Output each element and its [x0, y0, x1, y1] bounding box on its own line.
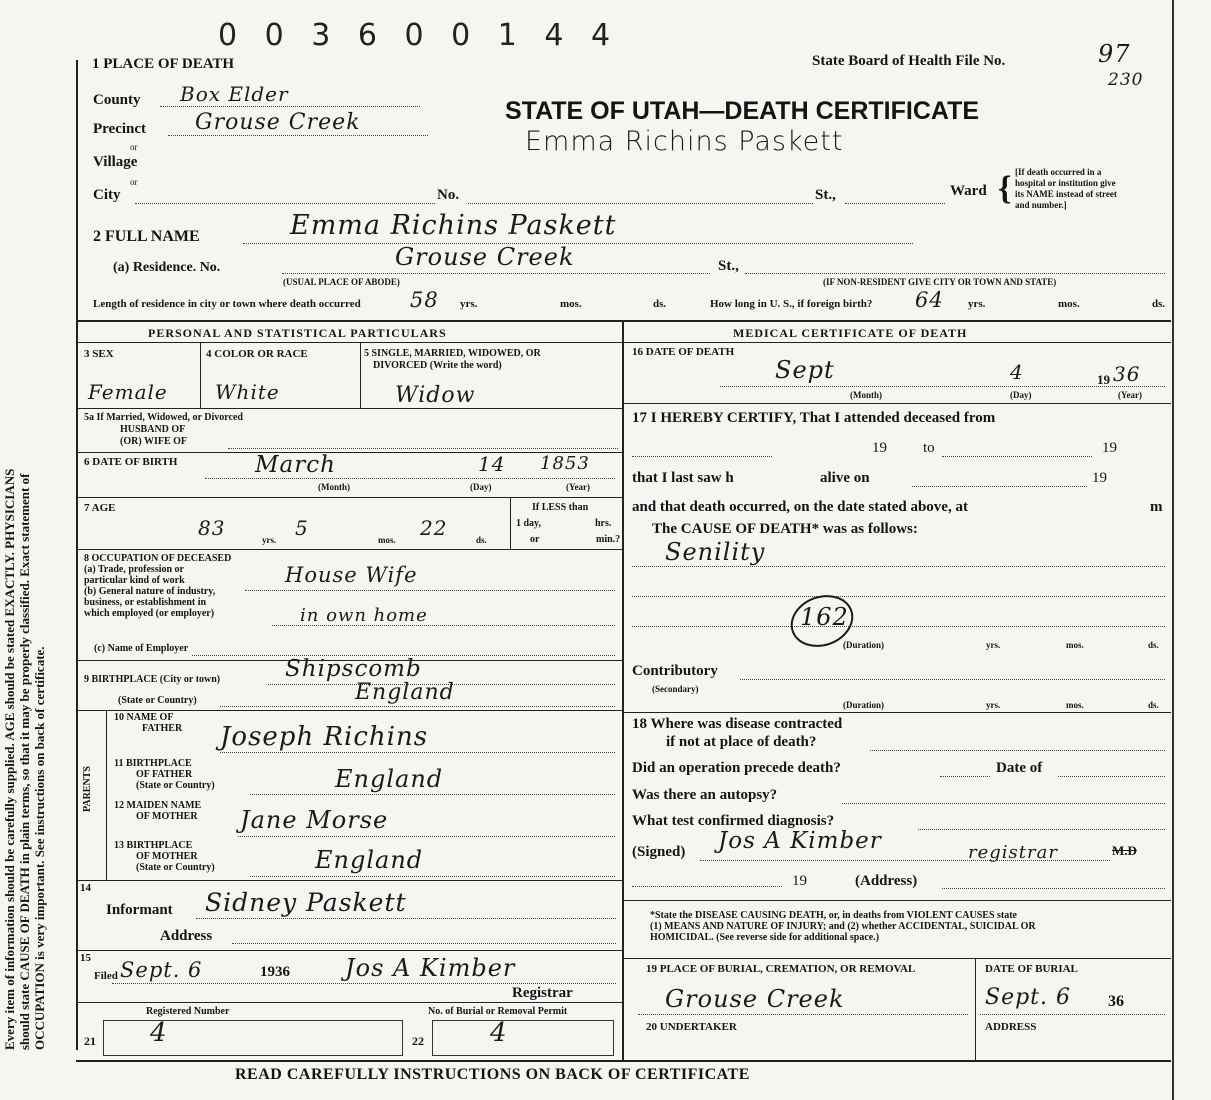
margin-line: should state CAUSE OF DEATH in plain terms, so that it may be properly classified. Exact statement of: [17, 473, 32, 1050]
full-name-value: Emma Richins Paskett: [290, 210, 617, 241]
birthplace-city-value: Shipscomb: [285, 656, 422, 682]
mother-birthplace-line: OF MOTHER: [136, 851, 198, 862]
dob-day-value: 14: [478, 452, 506, 476]
burial-place-value: Grouse Creek: [665, 985, 845, 1013]
state-country-label: (State or Country): [118, 695, 197, 706]
cause-line-2: [632, 596, 1165, 597]
industry-value: in own home: [300, 605, 428, 626]
footer-instructions: READ CAREFULLY INSTRUCTIONS ON BACK OF CERTIFICATE: [235, 1066, 750, 1083]
occupation-line: [245, 590, 615, 591]
birthplace-country-value: England: [355, 680, 455, 705]
usual-place-caption: (USUAL PLACE OF ABODE): [283, 277, 400, 287]
row-line: [76, 710, 622, 711]
less-than-label: If LESS than: [532, 502, 589, 513]
autopsy-question: Was there an autopsy?: [632, 787, 778, 803]
section-heading-line: [76, 342, 1171, 343]
burial-permit-index: 22: [412, 1034, 424, 1048]
operation-question: Did an operation precede death?: [632, 760, 841, 776]
file-number-label: State Board of Health File No.: [812, 53, 1006, 69]
less-than-hrs: hrs.: [595, 518, 612, 529]
father-birthplace-line-rule: [250, 794, 615, 795]
burial-permit-box: [432, 1020, 614, 1056]
test-question: What test confirmed diagnosis?: [632, 813, 835, 829]
disease-contracted-question: 18 Where was disease contracted: [632, 716, 843, 732]
cell-divider: [510, 497, 511, 549]
undertaker-label: 20 UNDERTAKER: [646, 1021, 737, 1033]
medical-section-heading: MEDICAL CERTIFICATE OF DEATH: [733, 326, 968, 340]
ward-label: Ward: [950, 183, 987, 199]
burial-place-label: 19 PLACE OF BURIAL, CREMATION, OR REMOVAL: [646, 963, 916, 975]
row-line: [76, 408, 622, 409]
alive-on-line: [912, 486, 1087, 487]
row-line: [622, 958, 1171, 959]
cause-of-death-value: Senility: [665, 538, 766, 566]
father-label: [114, 712, 182, 734]
to-label: to: [923, 440, 935, 456]
race-value: White: [215, 380, 280, 404]
mother-label-line: OF MOTHER: [136, 811, 198, 822]
occupation-label-line: business, or establishment in: [84, 597, 207, 608]
test-line: [918, 829, 1165, 830]
column-divider: [622, 322, 624, 1062]
year-caption: (Year): [566, 482, 590, 492]
length-of-residence-value: 58: [410, 288, 439, 312]
row-line: [622, 712, 1171, 713]
cause-line-3: [632, 626, 1165, 627]
burial-date-value: Sept. 6: [985, 985, 1071, 1010]
duration-label: (Duration): [843, 640, 884, 650]
father-birthplace-line: 11 BIRTHPLACE: [114, 758, 192, 769]
age-months-label: mos.: [378, 535, 396, 545]
name-annotation: Emma Richins Paskett: [525, 126, 844, 157]
row-line: [622, 403, 1171, 404]
spouse-label: 5a If Married, Widowed, or Divorced: [84, 412, 243, 423]
months-label: mos.: [1058, 298, 1080, 310]
registrar-note: registrar: [968, 842, 1058, 863]
hospital-note-line: its NAME instead of street: [1015, 189, 1117, 199]
attended-to-line: [942, 456, 1092, 457]
md-label: M.D: [1112, 843, 1137, 858]
residence-street-label: St.,: [718, 258, 739, 274]
mother-line: [238, 836, 615, 837]
age-days-label: ds.: [476, 535, 487, 545]
precinct-label: Precinct: [93, 121, 147, 137]
marital-value: Widow: [395, 383, 476, 408]
or-text: or: [130, 177, 138, 187]
registered-number-label: Registered Number: [146, 1006, 230, 1017]
margin-line: Every item of information should be carefully supplied. AGE should be stated EXACTLY. PHYSICIANS: [2, 468, 17, 1050]
burial-permit-value: 4: [490, 1018, 508, 1048]
cause-footnote: [650, 910, 1036, 943]
informant-line: [196, 918, 616, 919]
year-caption: (Year): [1118, 390, 1142, 400]
number-label: No.: [437, 187, 460, 203]
mother-name-value: Jane Morse: [240, 806, 389, 834]
duration-months-label: mos.: [1066, 700, 1084, 710]
physician-address-line: [942, 888, 1165, 889]
margin-line: OCCUPATION is very important. See instructions on back of certificate.: [32, 646, 47, 1050]
month-caption: (Month): [850, 390, 882, 400]
signature-year: 19: [792, 873, 807, 889]
informant-label: Informant: [106, 902, 173, 918]
residence-value: Grouse Creek: [395, 243, 575, 271]
days-label: ds.: [653, 298, 667, 310]
father-birthplace-line: OF FATHER: [136, 769, 193, 780]
city-label: City: [93, 187, 121, 203]
alive-on-label: alive on: [820, 470, 870, 486]
parents-tag: PARENTS: [82, 766, 93, 812]
cell-divider: [200, 342, 201, 408]
form-title: STATE OF UTAH—DEATH CERTIFICATE: [505, 97, 980, 125]
operation-date-label: Date of: [996, 760, 1043, 776]
registered-number-value: 4: [150, 1018, 168, 1048]
age-days-value: 22: [420, 516, 448, 540]
alive-on-year: 19: [1092, 470, 1107, 486]
burial-permit-label: No. of Burial or Removal Permit: [428, 1006, 568, 1017]
days-label: ds.: [1152, 298, 1166, 310]
footnote-line: HOMICIDAL. (See reverse side for additional space.): [650, 932, 880, 943]
father-label-line: 10 NAME OF: [114, 712, 174, 723]
death-occurred-label: and that death occurred, on the date stated above, at: [632, 499, 968, 515]
row-line: [76, 880, 622, 881]
spouse-label-2: HUSBAND OF: [120, 424, 186, 435]
duration-days-label: ds.: [1148, 640, 1159, 650]
birthplace-label: 9 BIRTHPLACE (City or town): [84, 674, 221, 685]
village-label: Village: [93, 154, 138, 170]
cause-of-death-label: The CAUSE OF DEATH* was as follows:: [652, 521, 918, 537]
months-label: mos.: [560, 298, 582, 310]
disease-line: [870, 750, 1165, 751]
residence-label: (a) Residence. No.: [113, 260, 221, 275]
less-than-day: 1 day,: [516, 518, 542, 529]
occupation-label: [84, 553, 231, 619]
street-line: [845, 203, 945, 204]
date-of-death-label: 16 DATE OF DEATH: [632, 346, 735, 358]
hospital-note: [1015, 167, 1117, 211]
attended-from-line: [632, 456, 772, 457]
length-of-residence-label: Length of residence in city or town where death occurred: [93, 298, 361, 310]
certify-statement: 17 I HEREBY CERTIFY, That I attended deceased from: [632, 410, 996, 426]
dob-year-value: 1853: [540, 453, 590, 474]
duration-months-label: mos.: [1066, 640, 1084, 650]
precinct-line: [168, 135, 428, 136]
age-label: 7 AGE: [84, 502, 116, 514]
footer-divider: [76, 1060, 1171, 1062]
registrar-signature: Jos A Kimber: [345, 954, 516, 982]
day-caption: (Day): [1010, 390, 1032, 400]
file-number-value-2: 230: [1108, 70, 1144, 90]
personal-section-heading: PERSONAL AND STATISTICAL PARTICULARS: [148, 326, 447, 340]
less-than-or: or: [530, 534, 540, 545]
years-label: yrs.: [460, 298, 478, 310]
month-caption: (Month): [318, 482, 350, 492]
county-line: [160, 106, 420, 107]
cell-divider: [975, 958, 976, 1060]
race-label: 4 COLOR OR RACE: [206, 348, 308, 360]
street-label: St.,: [815, 187, 836, 203]
hospital-note-line: and number.]: [1015, 200, 1067, 210]
physician-address-label: (Address): [855, 873, 918, 889]
hospital-note-line: [If death occurred in a: [1015, 167, 1102, 177]
filed-year-value: 1936: [260, 964, 290, 980]
sex-label: 3 SEX: [84, 348, 114, 360]
file-number-value: 97: [1098, 40, 1131, 68]
cause-code-value: 162: [800, 603, 849, 631]
parents-bracket: [106, 710, 107, 880]
residence-street-line: [745, 273, 1165, 274]
row-line: [76, 1002, 622, 1003]
mother-birthplace-value: England: [315, 846, 424, 874]
registrar-label: Registrar: [512, 985, 573, 1001]
dob-line: [205, 478, 615, 479]
burial-date-label: DATE OF BURIAL: [985, 963, 1078, 975]
birthplace-country-line: [220, 706, 615, 707]
burial-date-line: [980, 1014, 1165, 1015]
left-border: [76, 60, 78, 1050]
nonresident-caption: (IF NON-RESIDENT GIVE CITY OR TOWN AND STATE): [823, 277, 1057, 287]
father-birthplace-label: [114, 758, 215, 791]
time-m-label: m: [1150, 499, 1163, 515]
row-line: [76, 497, 622, 498]
occupation-label-line: which employed (or employer): [84, 608, 215, 619]
attended-from-year: 19: [872, 440, 887, 456]
last-saw-label: that I last saw h: [632, 470, 734, 486]
filed-line: [112, 983, 616, 984]
informant-address-label: Address: [160, 928, 213, 944]
full-name-label: 2 FULL NAME: [93, 228, 200, 245]
contributory-label: Contributory: [632, 663, 718, 679]
age-months-value: 5: [295, 516, 309, 540]
full-name-line: [243, 243, 913, 244]
certificate-number-stamp: 0 0 3 6 0 0 1 4 4: [218, 18, 620, 53]
occupation-label-line: (a) Trade, profession or: [84, 564, 184, 575]
occupation-label-line: particular kind of work: [84, 575, 185, 586]
less-than-min: min.?: [596, 534, 621, 545]
death-year-prefix: 19: [1097, 372, 1110, 387]
mother-birthplace-line-rule: [250, 876, 615, 877]
age-years-label: yrs.: [262, 535, 277, 545]
years-label: yrs.: [968, 298, 986, 310]
father-line: [220, 752, 615, 753]
duration-label: (Duration): [843, 700, 884, 710]
place-of-death-heading: 1 PLACE OF DEATH: [92, 56, 235, 72]
industry-line: [272, 625, 615, 626]
dob-label: 6 DATE OF BIRTH: [84, 456, 178, 468]
right-border: [1172, 0, 1174, 1100]
day-caption: (Day): [470, 482, 492, 492]
margin-instructions: [2, 50, 47, 1050]
secondary-label: (Secondary): [652, 684, 699, 694]
duration-days-label: ds.: [1148, 700, 1159, 710]
us-residence-label: How long in U. S., if foreign birth?: [710, 298, 873, 310]
mother-birthplace-label: [114, 840, 215, 873]
occupation-value: House Wife: [285, 563, 418, 587]
informant-address-line: [232, 943, 616, 944]
informant-number: 14: [80, 882, 91, 894]
row-line: [76, 950, 622, 951]
signature-date-line: [632, 886, 782, 887]
mother-birthplace-line: (State or Country): [136, 862, 215, 873]
mother-birthplace-line: 13 BIRTHPLACE: [114, 840, 193, 851]
us-residence-value: 64: [915, 288, 944, 312]
cell-divider: [360, 342, 361, 408]
physician-signature: Jos A Kimber: [718, 828, 882, 854]
city-line: [135, 203, 435, 204]
spouse-label-3: (OR) WIFE OF: [120, 436, 188, 447]
county-label: County: [93, 92, 141, 108]
spouse-line: [228, 448, 618, 449]
marital-label: 5 SINGLE, MARRIED, WIDOWED, OR: [364, 348, 541, 359]
footnote-line: (1) MEANS AND NATURE OF INJURY; and (2) whether ACCIDENTAL, SUICIDAL OR: [650, 921, 1036, 932]
or-text: or: [130, 142, 138, 152]
occupation-label-line: 8 OCCUPATION OF DECEASED: [84, 553, 232, 564]
burial-year-value: 36: [1108, 993, 1124, 1010]
hospital-note-line: hospital or institution give: [1015, 178, 1116, 188]
registered-number-box: [103, 1020, 403, 1056]
disease-contracted-question-2: if not at place of death?: [666, 734, 817, 750]
contributory-line: [740, 679, 1165, 680]
precinct-value: Grouse Creek: [195, 110, 361, 135]
autopsy-line: [842, 803, 1165, 804]
hospital-bracket: {: [998, 170, 1012, 207]
duration-years-label: yrs.: [986, 700, 1001, 710]
number-line: [468, 203, 813, 204]
row-line: [622, 900, 1171, 901]
signed-line: [700, 860, 1110, 861]
employer-label: (c) Name of Employer: [94, 643, 189, 654]
undertaker-address-label: ADDRESS: [985, 1021, 1037, 1033]
residence-line: [282, 273, 710, 274]
age-years-value: 83: [198, 516, 226, 540]
duration-years-label: yrs.: [986, 640, 1001, 650]
father-birthplace-line: (State or Country): [136, 780, 215, 791]
filed-number: 15: [80, 952, 91, 964]
marital-label-2: DIVORCED (Write the word): [373, 360, 502, 371]
row-line: [76, 549, 622, 550]
death-year-value: 36: [1113, 362, 1141, 386]
dob-month-value: March: [255, 452, 336, 478]
mother-label: [114, 800, 201, 822]
date-of-death-line: [720, 386, 1165, 387]
filed-label: Filed: [94, 970, 118, 982]
cause-line-1: [632, 566, 1165, 567]
father-name-value: Joseph Richins: [220, 722, 429, 752]
sex-value: Female: [88, 380, 168, 404]
operation-line: [940, 776, 990, 777]
signed-label: (Signed): [632, 844, 686, 860]
county-value: Box Elder: [180, 82, 289, 106]
father-label-line: FATHER: [142, 723, 183, 734]
filed-date-value: Sept. 6: [120, 958, 203, 982]
informant-value: Sidney Paskett: [205, 888, 407, 917]
footnote-line: *State the DISEASE CAUSING DEATH, or, in deaths from VIOLENT CAUSES state: [650, 910, 1017, 921]
attended-to-year: 19: [1102, 440, 1117, 456]
occupation-label-line: (b) General nature of industry,: [84, 586, 216, 597]
death-month-value: Sept: [775, 356, 835, 384]
father-birthplace-value: England: [335, 765, 444, 793]
death-day-value: 4: [1010, 360, 1024, 384]
burial-place-line: [638, 1014, 968, 1015]
registered-number-index: 21: [84, 1034, 96, 1048]
mother-label-line: 12 MAIDEN NAME: [114, 800, 202, 811]
operation-date-line: [1058, 776, 1165, 777]
